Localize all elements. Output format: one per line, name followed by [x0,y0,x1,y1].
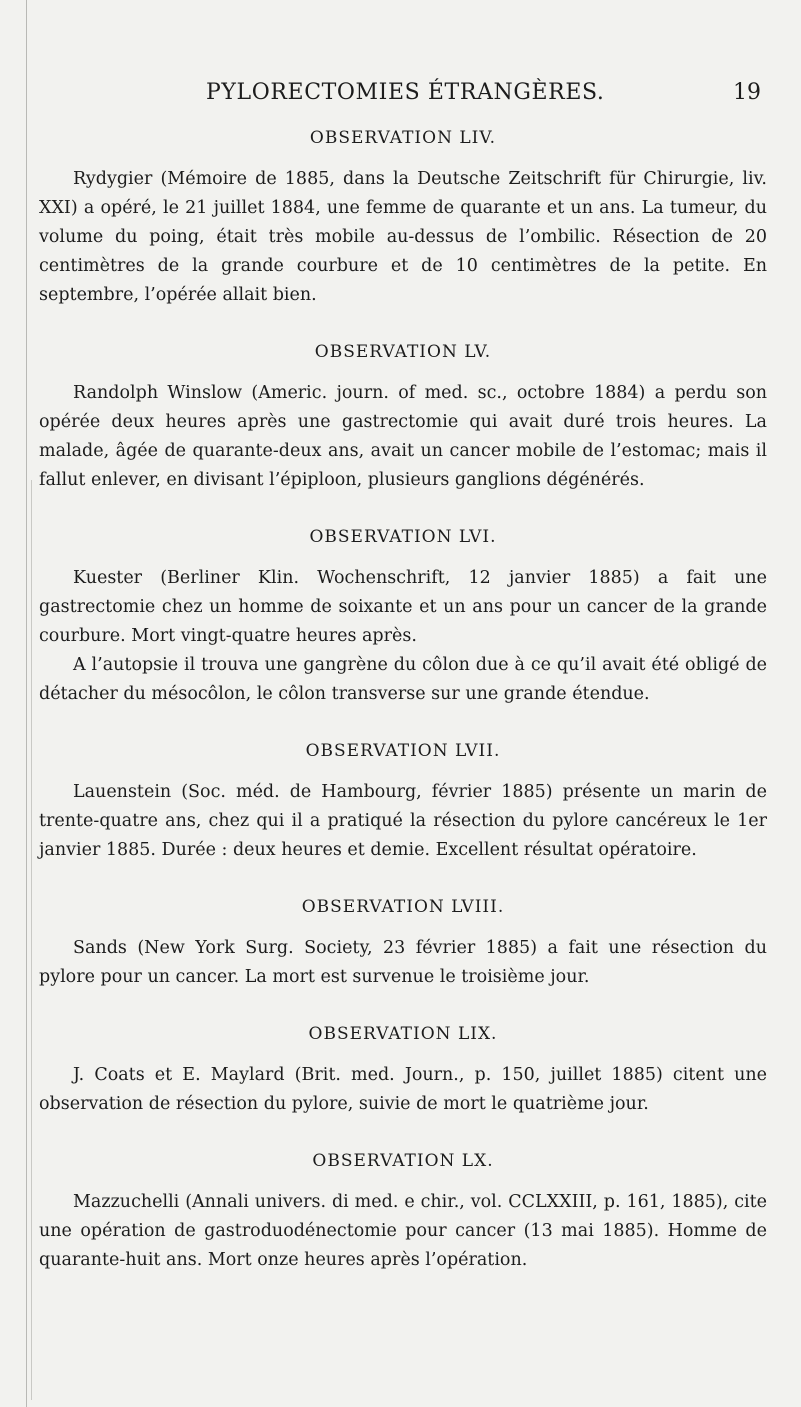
observation-heading: OBSERVATION LVII. [305,741,501,761]
page-header [0,80,801,110]
observation-paragraph: Mazzuchelli (Annali univers. di med. e chir., vol. CCLXXIII, p. 161, 1885), cite une opération de gastroduodénectomie pour cancer (13 mai 1885). Homme de quarante-huit ans. Mort onze heures après l’opération. [39,1192,767,1270]
observation-heading: OBSERVATION LIV. [309,128,497,148]
observation-heading: OBSERVATION LVI. [309,527,497,547]
observation-heading: OBSERVATION LVIII. [301,897,505,917]
observation-lv [39,340,767,495]
running-title: PYLORECTOMIES ÉTRANGÈRES. [206,80,605,105]
observation-lviii [39,895,767,992]
observation-body [39,934,767,992]
observation-body [39,1061,767,1119]
binding-edge [26,0,27,1407]
observation-paragraph: Lauenstein (Soc. méd. de Hambourg, février 1885) présente un marin de trente-quatre ans, chez qui il a pratiqué la résection du pylore cancéreux le 1er janvier 1885. Durée : deux heures et demie. Excellent résultat opératoire. [39,782,767,860]
observation-paragraph: J. Coats et E. Maylard (Brit. med. Journ., p. 150, juillet 1885) citent une observation de résection du pylore, suivie de mort le quatrième jour. [39,1065,767,1114]
observation-lix [39,1022,767,1119]
observation-body [39,564,767,709]
observation-paragraph: Kuester (Berliner Klin. Wochenschrift, 12 janvier 1885) a fait une gastrectomie chez un homme de soixante et un ans pour un cancer de la grande courbure. Mort vingt-quatre heures après. [39,568,767,646]
observation-lvi [39,525,767,709]
observation-paragraph: A l’autopsie il trouva une gangrène du côlon due à ce qu’il avait été obligé de détacher du mésocôlon, le côlon transverse sur une grande étendue. [39,655,767,704]
page-number: 19 [733,80,761,105]
page-content [39,126,767,1305]
observation-lx [39,1149,767,1275]
observation-heading: OBSERVATION LX. [312,1151,494,1171]
observation-liv [39,126,767,310]
observation-paragraph: Randolph Winslow (Americ. journ. of med. sc., octobre 1884) a perdu son opérée deux heures après une gastrectomie qui avait duré trois heures. La malade, âgée de quarante-deux ans, avait un cancer mobile de l’estomac; mais il fallut enlever, en divisant l’épiploon, plusieurs ganglions dégénérés. [39,383,767,490]
observation-body [39,379,767,495]
observation-body [39,778,767,865]
observation-paragraph: Rydygier (Mémoire de 1885, dans la Deutsche Zeitschrift für Chirurgie, liv. XXI) a opéré, le 21 juillet 1884, une femme de quarante et un ans. La tumeur, du volume du poing, était très mobile au-dessus de l’ombilic. Résection de 20 centimètres de la grande courbure et de 10 centimètres de la petite. En septembre, l’opérée allait bien. [39,169,767,305]
observation-lvii [39,739,767,865]
binding-shadow [31,480,32,1400]
observation-body [39,165,767,310]
observation-paragraph: Sands (New York Surg. Society, 23 février 1885) a fait une résection du pylore pour un cancer. La mort est survenue le troisième jour. [39,938,767,987]
observation-heading: OBSERVATION LIX. [308,1024,498,1044]
observation-heading: OBSERVATION LV. [314,342,492,362]
observation-body [39,1188,767,1275]
